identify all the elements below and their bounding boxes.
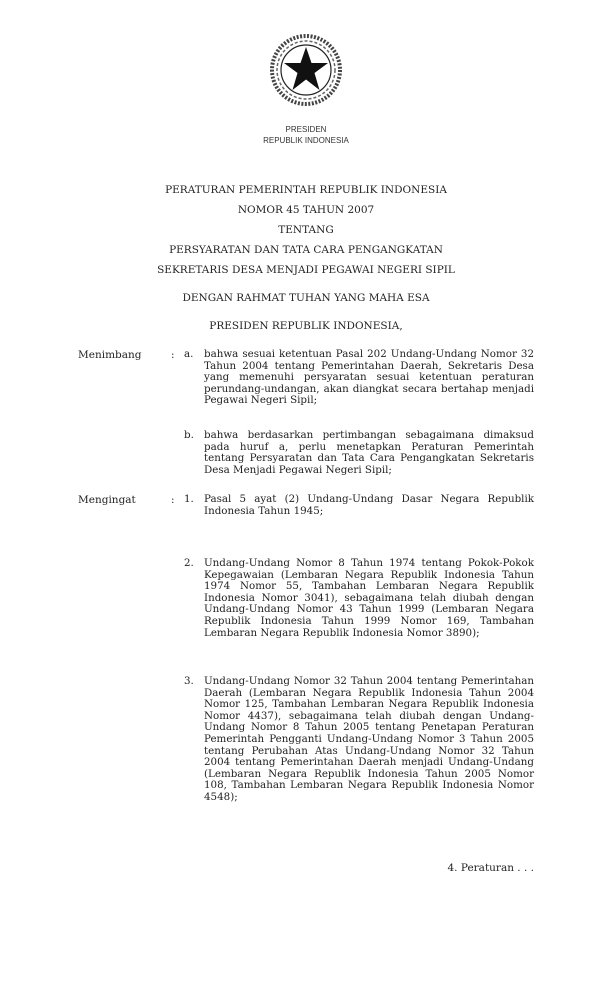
seal-caption: [0, 124, 612, 146]
title-line-5: SEKRETARIS DESA MENJADI PEGAWAI NEGERI SIPIL: [157, 264, 455, 276]
item-text: Undang-Undang Nomor 32 Tahun 2004 tentang Pemerintahan Daerah (Lembaran Negara Republik Indonesia Tahun 2004 Nomor 125, Tambahan Lembaran Negara Republik Indonesia Nomor 4437), sebagaimana telah diubah dengan Undang-Undang Nomor 8 Tahun 2005 tentang Penetapan Peraturan Pemerintah Pengganti Undang-Undang Nomor 3 Tahun 2005 tentang Perubahan Atas Undang-Undang Nomor 32 Tahun 2004 tentang Pemerintahan Daerah menjadi Undang-Undang (Lembaran Negara Republik Indonesia Tahun 2005 Nomor 108, Tambahan Lembaran Negara Republik Indonesia Nomor 4548);: [204, 675, 534, 803]
mengingat-item-3: [184, 676, 534, 804]
menimbang-label: Menimbang: [78, 349, 142, 361]
mengingat-label: Mengingat: [78, 494, 136, 506]
invocation: DENGAN RAHMAT TUHAN YANG MAHA ESA: [182, 292, 430, 304]
item-text: bahwa berdasarkan pertimbangan sebagaimana dimaksud pada huruf a, perlu menetapkan Peraturan Pemerintah tentang Persyaratan dan Tata Cara Pengangkatan Sekretaris Desa Menjadi Pegawai Negeri Sipil;: [204, 429, 534, 476]
mengingat-item-2: [184, 558, 534, 639]
item-number: 1.: [184, 493, 194, 505]
document-title: [0, 180, 612, 280]
seal-line-2: REPUBLIK INDONESIA: [263, 136, 349, 145]
title-line-3: TENTANG: [278, 224, 334, 236]
presidential-seal-emblem: [268, 32, 344, 108]
president-heading: PRESIDEN REPUBLIK INDONESIA,: [209, 320, 403, 332]
item-number: a.: [184, 348, 194, 360]
mengingat-colon: :: [171, 494, 175, 506]
title-line-1: PERATURAN PEMERINTAH REPUBLIK INDONESIA: [165, 184, 447, 196]
item-text: bahwa sesuai ketentuan Pasal 202 Undang-Undang Nomor 32 Tahun 2004 tentang Pemerintahan Daerah, Sekretaris Desa yang memenuhi persyaratan sesuai ketentuan peraturan perundang-undangan, akan diangkat secara bertahap menjadi Pegawai Negeri Sipil;: [204, 348, 534, 407]
menimbang-colon: :: [171, 349, 175, 361]
title-line-2: NOMOR 45 TAHUN 2007: [237, 204, 375, 216]
title-line-4: PERSYARATAN DAN TATA CARA PENGANGKATAN: [169, 244, 443, 256]
mengingat-item-1: [184, 494, 534, 517]
menimbang-item-b: [184, 430, 534, 476]
item-number: 3.: [184, 675, 194, 687]
item-text: Pasal 5 ayat (2) Undang-Undang Dasar Negara Republik Indonesia Tahun 1945;: [204, 493, 534, 517]
item-number: 2.: [184, 557, 194, 569]
seal-line-1: PRESIDEN: [285, 125, 327, 134]
item-text: Undang-Undang Nomor 8 Tahun 1974 tentang Pokok-Pokok Kepegawaian (Lembaran Negara Republik Indonesia Tahun 1974 Nomor 55, Tambahan Lembaran Negara Republik Indonesia Nomor 3041), sebagaimana telah diubah dengan Undang-Undang Nomor 43 Tahun 1999 (Lembaran Negara Republik Indonesia Tahun 1999 Nomor 169, Tambahan Lembaran Negara Republik Indonesia Nomor 3890);: [204, 557, 534, 639]
item-number: b.: [184, 429, 194, 441]
page-continuation: 4. Peraturan . . .: [447, 862, 534, 874]
menimbang-item-a: [184, 349, 534, 407]
